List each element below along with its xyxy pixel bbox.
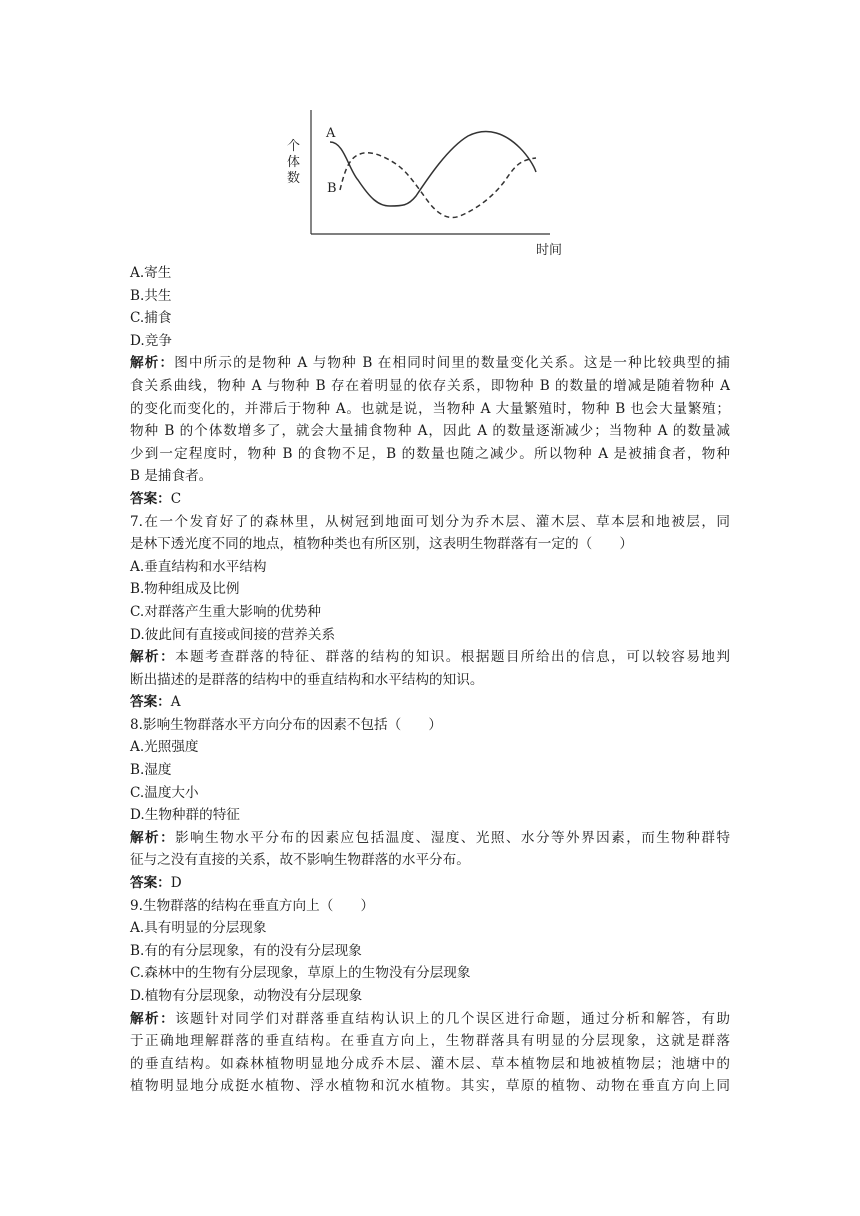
q6-analysis-label: 解析： [130,355,175,372]
q7-stem-line: 7.在一个发育好了的森林里，从树冠到地面可划分为乔木层、灌木层、草本层和地被层，同 [130,513,730,530]
curve-b [340,153,536,218]
population-graph-svg [278,108,582,260]
q9-option-b: B.有的有分层现象，有的没有分层现象 [130,942,362,959]
q8-option-b: B.湿度 [130,762,172,779]
population-graph [278,108,582,260]
y-axis-label-2: 体 [287,155,301,170]
q8-answer-label: 答案： [130,875,171,892]
q6-analysis-line: 的变化而变化的，并滞后于物种 A。也就是说，当物种 A 大量繁殖时，物种 B 也会大量繁殖； [130,400,730,417]
q6-option-b: B.共生 [130,287,172,304]
q7-answer [130,691,730,714]
q7-answer-value: A [170,694,181,711]
q7-analysis-line: 解析：本题考查群落的特征、群落的结构的知识。根据题目所给出的信息，可以较容易地判 [130,649,730,666]
label-b: B [327,181,337,196]
q8-option-c: C.温度大小 [130,784,199,801]
q9-analysis-line: 的垂直结构。如森林植物明显地分成乔木层、灌木层、草本植物层和地被植物层；池塘中的 [130,1055,730,1072]
q8-option-a: A.光照强度 [130,739,199,756]
q7-option-c: C.对群落产生重大影响的优势种 [130,603,321,620]
q7-stem-line: 是林下透光度不同的地点，植物种类也有所区别，这表明生物群落有一定的（ ） [130,536,633,553]
q7-answer-label: 答案： [130,694,171,711]
q9-analysis-line: 于正确地理解群落的垂直结构。在垂直方向上，生物群落具有明显的分层现象，这就是群落 [130,1033,730,1050]
q8-stem-line: 8.影响生物群落水平方向分布的因素不包括（ ） [130,716,443,733]
q7-option-b: B.物种组成及比例 [130,581,240,598]
q6-answer-value: C [170,490,182,507]
q6-analysis-line: 物种 B 的个体数增多了，就会大量捕食物种 A，因此 A 的数量逐渐减少；当物种 A 的数量减 [130,423,730,440]
q7-analysis-line: 断出描述的是群落的结构中的垂直结构和水平结构的知识。 [130,671,484,688]
q9-option-d: D.植物有分层现象，动物没有分层现象 [130,988,363,1004]
q8-option-d: D.生物种群的特征 [130,807,240,824]
label-a: A [326,126,336,141]
q7-analysis-label: 解析： [130,649,176,666]
q9-analysis-line: 植物明显地分成挺水植物、浮水植物和沉水植物。其实，草原的植物、动物在垂直方向上同 [130,1078,730,1095]
q6-analysis-line: 食关系曲线，物种 A 与物种 B 存在着明显的依存关系，即物种 B 的数量的增减是随着物种 A [130,377,730,394]
y-axis-label-3: 数 [287,171,301,186]
q9-analysis-label: 解析： [130,1010,176,1027]
q6-option-d: D.竞争 [130,332,172,349]
q8-analysis-line: 征与之没有直接的关系，故不影响生物群落的水平分布。 [130,852,470,869]
q6-answer-label: 答案： [130,490,171,507]
q8-analysis-line: 解析：影响生物水平分布的因素应包括温度、湿度、光照、水分等外界因素，而生物种群特 [130,829,730,846]
question-content [130,262,730,1098]
y-axis-label-1: 个 [287,139,301,154]
curve-a [330,132,536,206]
q6-option-c: C.捕食 [130,310,172,327]
q9-option-c: C.森林中的生物有分层现象，草原上的生物没有分层现象 [130,965,471,982]
q8-answer-value: D [170,875,182,892]
q6-answer [130,488,730,511]
q9-analysis-line: 解析：该题针对同学们对群落垂直结构认识上的几个误区进行命题，通过分析和解答，有助 [130,1010,730,1027]
q6-analysis-line: B 是捕食者。 [130,468,213,485]
x-axis-label: 时间 [536,243,563,258]
q7-option-a: A.垂直结构和水平结构 [130,558,267,575]
q7-option-d: D.彼此间有直接或间接的营养关系 [130,626,336,643]
q6-analysis-line: 解析：图中所示的是物种 A 与物种 B 在相同时间里的数量变化关系。这是一种比较典型的捕 [130,355,731,372]
q8-analysis-label: 解析： [130,829,176,846]
q9-stem-line: 9.生物群落的结构在垂直方向上（ ） [130,897,375,914]
q9-option-a: A.具有明显的分层现象 [130,920,267,937]
q6-option-a: A.寄生 [130,265,172,281]
q6-analysis-line: 少到一定程度时，物种 B 的食物不足，B 的数量也随之减少。所以物种 A 是被捕食者，物种 [130,445,730,462]
q8-answer [130,872,730,895]
